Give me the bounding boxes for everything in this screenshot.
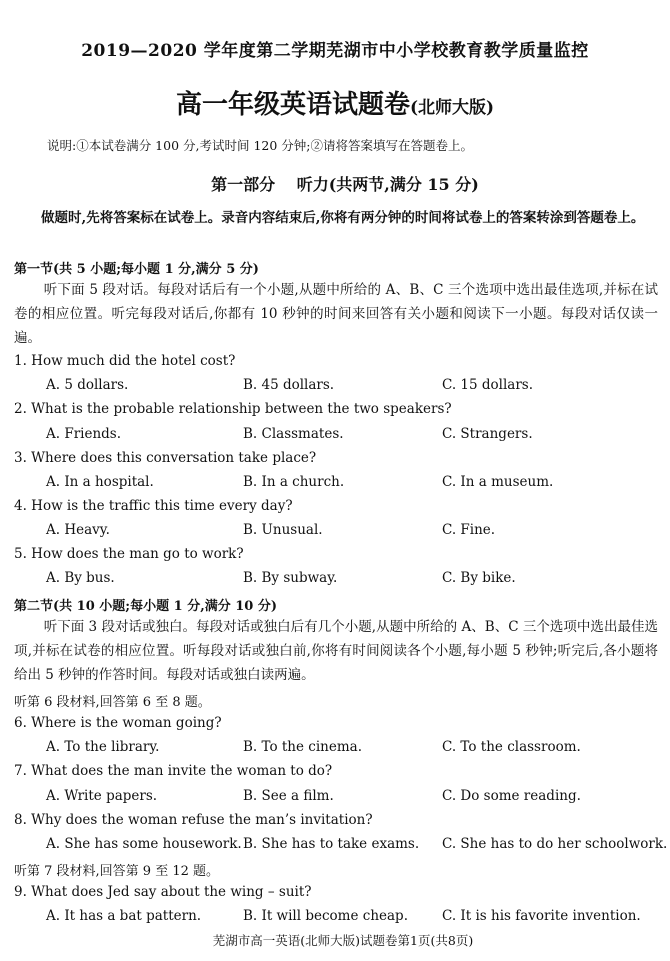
question-8: 8. Why does the woman refuse the man’s invitation? bbox=[14, 812, 373, 828]
material-6-note: 听第 6 段材料,回答第 6 至 8 题。 bbox=[14, 695, 211, 710]
section2-directions: 听下面 3 段对话或独白。每段对话或独白后有几个小题,从题中所给的 A、B、C 三个选项中选出最佳选项,并标在试卷的相应位置。听每段对话或独白前,你将有时间阅读各个小题,每小题 5 秒钟;听完后,各小题将给出 5 秒钟的作答时间。每段对话或独白读两遍。 bbox=[14, 619, 658, 683]
question-5: 5. How does the man go to work? bbox=[14, 546, 244, 562]
question-6-option-b: B. To the cinema. bbox=[243, 739, 362, 755]
question-4-option-b: B. Unusual. bbox=[243, 522, 323, 538]
question-1-option-a: A. 5 dollars. bbox=[46, 377, 129, 393]
question-5-option-c: C. By bike. bbox=[442, 570, 516, 586]
question-2-option-b: B. Classmates. bbox=[243, 426, 344, 442]
question-7-option-c: C. Do some reading. bbox=[442, 788, 581, 804]
question-3-option-a: A. In a hospital. bbox=[46, 474, 154, 490]
question-8-option-b: B. She has to take exams. bbox=[243, 836, 420, 852]
question-6: 6. Where is the woman going? bbox=[14, 715, 222, 731]
question-7: 7. What does the man invite the woman to do? bbox=[14, 763, 333, 779]
exam-title-text: 高一年级英语试题卷 bbox=[175, 90, 410, 120]
question-6-option-c: C. To the classroom. bbox=[442, 739, 581, 755]
question-5-option-a: A. By bus. bbox=[46, 570, 115, 586]
question-5-option-b: B. By subway. bbox=[243, 570, 338, 586]
exam-edition: (北师大版) bbox=[409, 98, 495, 118]
question-9-option-a: A. It has a bat pattern. bbox=[46, 908, 202, 924]
question-8-option-a: A. She has some housework. bbox=[46, 836, 242, 852]
part1-title: 第一部分 听力(共两节,满分 15 分) bbox=[211, 175, 479, 194]
question-2-option-a: A. Friends. bbox=[46, 426, 122, 442]
question-1: 1. How much did the hotel cost? bbox=[14, 353, 236, 369]
question-3-option-b: B. In a church. bbox=[243, 474, 345, 490]
question-4-option-a: A. Heavy. bbox=[46, 522, 110, 538]
material-7-note: 听第 7 段材料,回答第 9 至 12 题。 bbox=[14, 864, 220, 879]
question-3: 3. Where does this conversation take place? bbox=[14, 450, 317, 466]
question-9-option-c: C. It is his favorite invention. bbox=[442, 908, 641, 924]
question-8-option-c: C. She has to do her schoolwork. bbox=[442, 836, 668, 852]
page-footer: 芜湖市高一英语(北师大版)试题卷第1页(共8页) bbox=[212, 933, 474, 948]
exam-title bbox=[0, 84, 670, 121]
question-3-option-c: C. In a museum. bbox=[442, 474, 554, 490]
part1-instruction: 做题时,先将答案标在试卷上。录音内容结束后,你将有两分钟的时间将试卷上的答案转涂到答题卷上。 bbox=[41, 210, 645, 226]
question-1-option-b: B. 45 dollars. bbox=[243, 377, 335, 393]
question-7-option-a: A. Write papers. bbox=[46, 788, 158, 804]
exam-note: 说明:①本试卷满分 100 分,考试时间 120 分钟;②请将答案填写在答题卷上。 bbox=[47, 138, 474, 153]
question-2-option-c: C. Strangers. bbox=[442, 426, 533, 442]
question-9-option-b: B. It will become cheap. bbox=[243, 908, 408, 924]
section1-directions: 听下面 5 段对话。每段对话后有一个小题,从题中所给的 A、B、C 三个选项中选出最佳选项,并标在试卷的相应位置。听完每段对话后,你都有 10 秒钟的时间来回答有关小题和阅读下一小题。每段对话仅读一遍。 bbox=[14, 282, 658, 346]
exam-header-line: 2019—2020 学年度第二学期芜湖市中小学校教育教学质量监控 bbox=[81, 41, 589, 61]
question-4: 4. How is the traffic this time every day? bbox=[14, 498, 293, 514]
question-1-option-c: C. 15 dollars. bbox=[442, 377, 534, 393]
question-2: 2. What is the probable relationship between the two speakers? bbox=[14, 401, 452, 417]
question-6-option-a: A. To the library. bbox=[46, 739, 160, 755]
question-4-option-c: C. Fine. bbox=[442, 522, 496, 538]
question-9: 9. What does Jed say about the wing – suit? bbox=[14, 884, 312, 900]
question-7-option-b: B. See a film. bbox=[243, 788, 334, 804]
section2-title: 第二节(共 10 小题;每小题 1 分,满分 10 分) bbox=[14, 599, 278, 614]
section1-title: 第一节(共 5 小题;每小题 1 分,满分 5 分) bbox=[14, 262, 259, 277]
